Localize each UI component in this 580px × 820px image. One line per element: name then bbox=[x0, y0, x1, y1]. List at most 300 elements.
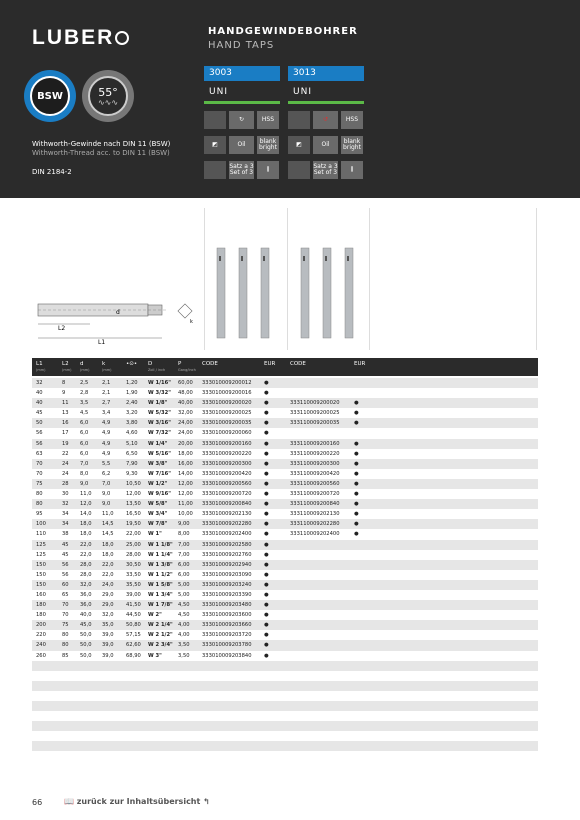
empty-table-row bbox=[32, 671, 538, 681]
table-cell: 1,90 bbox=[126, 390, 138, 397]
table-cell: ● bbox=[264, 521, 269, 528]
back-to-contents-link[interactable]: 📖 zurück zur Inhaltsübersicht ↰ bbox=[64, 797, 210, 806]
table-cell: 13 bbox=[62, 410, 69, 417]
table-cell: 62,60 bbox=[126, 642, 141, 649]
table-cell: 333010009200012 bbox=[202, 380, 252, 386]
table-cell: 4,9 bbox=[102, 430, 111, 437]
table-cell: ● bbox=[354, 531, 359, 538]
table-cell: W 7/32" bbox=[148, 430, 171, 437]
table-row bbox=[32, 529, 538, 539]
svg-text:d: d bbox=[116, 309, 120, 316]
table-cell: 40,0 bbox=[80, 612, 92, 619]
table-row bbox=[32, 439, 538, 449]
table-cell: 9,0 bbox=[80, 480, 89, 487]
table-cell: W 5/16" bbox=[148, 450, 171, 457]
table-cell: 22 bbox=[62, 450, 69, 457]
table-cell: 333110009200035 bbox=[290, 420, 340, 427]
table-cell: 22,00 bbox=[126, 531, 141, 538]
table-cell: ● bbox=[264, 480, 269, 487]
table-cell: 6,0 bbox=[80, 440, 89, 447]
table-cell: ● bbox=[264, 450, 269, 457]
column-header: EUR bbox=[264, 361, 276, 367]
table-cell: 333010009200020 bbox=[202, 400, 252, 407]
table-cell: W 1" bbox=[148, 531, 162, 538]
table-cell: 4,60 bbox=[126, 430, 138, 437]
table-cell: 333010009200300 bbox=[202, 460, 252, 467]
table-cell: 333110009202280 bbox=[290, 521, 340, 528]
coolant-label: Oil bbox=[313, 136, 338, 154]
table-cell: 333110009200025 bbox=[290, 410, 340, 417]
table-cell: 25,00 bbox=[126, 541, 141, 548]
table-cell: W 2 1/2" bbox=[148, 632, 173, 639]
table-cell: 7,0 bbox=[80, 460, 89, 467]
table-cell: 50,0 bbox=[80, 652, 92, 659]
table-cell: ● bbox=[264, 652, 269, 659]
table-body bbox=[32, 378, 538, 751]
table-cell: 39,0 bbox=[102, 632, 114, 639]
table-cell: ● bbox=[264, 400, 269, 407]
table-cell: 9,0 bbox=[102, 491, 111, 498]
empty-table-row bbox=[32, 691, 538, 701]
table-cell: 70 bbox=[36, 470, 43, 477]
table-cell: 60,00 bbox=[178, 380, 193, 386]
table-cell: 33,50 bbox=[126, 571, 141, 578]
table-cell: 36,0 bbox=[80, 602, 92, 609]
table-cell: ● bbox=[264, 410, 269, 417]
table-cell: 333010009202400 bbox=[202, 531, 252, 538]
table-cell: 95 bbox=[36, 511, 43, 518]
table-cell: 10,50 bbox=[126, 480, 141, 487]
table-cell: 333010009202580 bbox=[202, 541, 252, 548]
table-cell: 333010009200160 bbox=[202, 440, 252, 447]
table-cell: 4,00 bbox=[178, 622, 190, 629]
table-cell: 150 bbox=[36, 571, 46, 578]
table-cell: 80 bbox=[62, 642, 69, 649]
table-row bbox=[32, 418, 538, 428]
table-row bbox=[32, 640, 538, 650]
table-row bbox=[32, 590, 538, 600]
table-cell: ● bbox=[264, 571, 269, 578]
table-cell: W 3/8" bbox=[148, 460, 168, 467]
table-row bbox=[32, 469, 538, 479]
table-cell: 24,00 bbox=[178, 430, 193, 437]
table-cell: W 9/16" bbox=[148, 491, 171, 498]
table-cell: ● bbox=[264, 551, 269, 558]
table-cell: 16,50 bbox=[126, 511, 141, 518]
table-cell: 5,10 bbox=[126, 440, 138, 447]
table-cell: 200 bbox=[36, 622, 46, 629]
tap-icon bbox=[288, 111, 310, 129]
table-cell: ● bbox=[354, 521, 359, 528]
table-cell: 3,50 bbox=[178, 652, 190, 659]
table-row bbox=[32, 378, 538, 388]
table-cell: 333010009203390 bbox=[202, 591, 252, 598]
table-cell: 35,0 bbox=[102, 622, 114, 629]
table-cell: W 2" bbox=[148, 612, 162, 619]
table-cell: 333010009202760 bbox=[202, 551, 252, 558]
table-cell: 180 bbox=[36, 602, 46, 609]
thread-wave-icon: ∿∿∿ bbox=[97, 97, 119, 107]
table-cell: W 2 3/4" bbox=[148, 642, 173, 649]
table-cell: 24 bbox=[62, 470, 69, 477]
table-cell: 10,00 bbox=[178, 511, 193, 518]
table-cell: 38 bbox=[62, 531, 69, 538]
table-cell: 60 bbox=[62, 581, 69, 588]
table-cell: 56 bbox=[62, 571, 69, 578]
table-cell: 333010009200420 bbox=[202, 470, 252, 477]
table-cell: 333010009203780 bbox=[202, 642, 252, 649]
table-cell: 333110009202130 bbox=[290, 511, 340, 518]
table-row bbox=[32, 509, 538, 519]
table-cell: W 1 3/8" bbox=[148, 561, 173, 568]
table-cell: 2,40 bbox=[126, 400, 138, 407]
table-cell: 6,0 bbox=[80, 430, 89, 437]
table-row bbox=[32, 600, 538, 610]
table-cell: 11,00 bbox=[178, 501, 193, 508]
table-cell: W 1/8" bbox=[148, 400, 168, 407]
table-cell: ● bbox=[264, 491, 269, 498]
empty-table-row bbox=[32, 661, 538, 671]
table-cell: 333010009202940 bbox=[202, 561, 252, 568]
table-cell: 32 bbox=[36, 380, 43, 386]
table-cell: 5,5 bbox=[102, 460, 111, 467]
table-cell: 3,50 bbox=[178, 642, 190, 649]
table-cell: 13,50 bbox=[126, 501, 141, 508]
table-cell: 45 bbox=[62, 541, 69, 548]
table-cell: 240 bbox=[36, 642, 46, 649]
column-header: D Zoll / inch bbox=[148, 361, 166, 372]
table-cell: 40,00 bbox=[178, 400, 193, 407]
table-cell: 14,00 bbox=[178, 470, 193, 477]
table-cell: W 1 5/8" bbox=[148, 581, 173, 588]
table-cell: 28,00 bbox=[126, 551, 141, 558]
table-row bbox=[32, 620, 538, 630]
table-row bbox=[32, 519, 538, 529]
table-cell: ● bbox=[264, 581, 269, 588]
table-cell: 333110009200420 bbox=[290, 470, 340, 477]
table-cell: ● bbox=[264, 380, 269, 386]
table-cell: 2,5 bbox=[80, 380, 89, 386]
table-row bbox=[32, 408, 538, 418]
table-row bbox=[32, 651, 538, 661]
table-row bbox=[32, 580, 538, 590]
table-cell: 32,0 bbox=[80, 581, 92, 588]
table-cell: ● bbox=[264, 612, 269, 619]
page-subtitle: HAND TAPS bbox=[208, 40, 275, 51]
table-cell: 24,0 bbox=[102, 581, 114, 588]
coolant-label: Oil bbox=[229, 136, 254, 154]
table-row bbox=[32, 428, 538, 438]
table-cell: ● bbox=[264, 470, 269, 477]
table-header bbox=[32, 358, 538, 376]
table-cell: 110 bbox=[36, 531, 46, 538]
table-row bbox=[32, 499, 538, 509]
table-cell: 8,0 bbox=[80, 470, 89, 477]
table-cell: ● bbox=[354, 491, 359, 498]
table-cell: 16 bbox=[62, 420, 69, 427]
table-cell: 28,0 bbox=[80, 561, 92, 568]
thread-badge: BSW bbox=[24, 70, 76, 122]
table-cell: 333010009203600 bbox=[202, 612, 252, 619]
table-cell: 50 bbox=[36, 420, 43, 427]
table-cell: 18,0 bbox=[102, 551, 114, 558]
table-cell: ● bbox=[354, 410, 359, 417]
logo-ring-icon bbox=[115, 31, 129, 45]
table-cell: ● bbox=[354, 400, 359, 407]
table-cell: 12,00 bbox=[178, 491, 193, 498]
product-code: 3003 bbox=[204, 66, 280, 81]
table-cell: 14,5 bbox=[102, 531, 114, 538]
table-row bbox=[32, 398, 538, 408]
tap-drawing bbox=[30, 290, 200, 350]
table-cell: W 7/16" bbox=[148, 470, 171, 477]
table-cell: 39,0 bbox=[102, 652, 114, 659]
table-cell: 65 bbox=[62, 591, 69, 598]
table-cell: ● bbox=[264, 440, 269, 447]
column-header: k (mm) bbox=[102, 361, 112, 372]
table-cell: W 1/2" bbox=[148, 480, 168, 487]
table-row bbox=[32, 388, 538, 398]
table-cell: 24,00 bbox=[178, 420, 193, 427]
table-cell: 333110009200220 bbox=[290, 450, 340, 457]
table-cell: 22,0 bbox=[102, 561, 114, 568]
product-column-3003 bbox=[204, 66, 280, 186]
table-cell: 7,00 bbox=[178, 551, 190, 558]
table-cell: 12,00 bbox=[126, 491, 141, 498]
table-cell: 5,00 bbox=[178, 591, 190, 598]
table-cell: 4,9 bbox=[102, 440, 111, 447]
table-cell: 333110009200720 bbox=[290, 491, 340, 498]
column-header: •⊙• bbox=[126, 361, 138, 367]
table-cell: 45 bbox=[62, 551, 69, 558]
table-cell: 35,50 bbox=[126, 581, 141, 588]
table-cell: 22,0 bbox=[80, 551, 92, 558]
table-cell: 333010009200560 bbox=[202, 480, 252, 487]
table-row bbox=[32, 610, 538, 620]
table-cell: 4,50 bbox=[178, 602, 190, 609]
table-cell: 3,4 bbox=[102, 410, 111, 417]
logo: LUBER bbox=[32, 26, 129, 50]
table-cell: 22,0 bbox=[80, 541, 92, 548]
table-cell: W 3/16" bbox=[148, 420, 171, 427]
table-cell: 333010009200720 bbox=[202, 491, 252, 498]
empty-table-row bbox=[32, 711, 538, 721]
table-cell: 63 bbox=[36, 450, 43, 457]
table-cell: 333010009200025 bbox=[202, 410, 252, 417]
table-cell: 70 bbox=[62, 612, 69, 619]
table-cell: ● bbox=[354, 450, 359, 457]
table-cell: 17 bbox=[62, 430, 69, 437]
table-cell: 160 bbox=[36, 591, 46, 598]
table-cell: ● bbox=[264, 632, 269, 639]
table-cell: 34 bbox=[62, 511, 69, 518]
table-cell: 220 bbox=[36, 632, 46, 639]
table-cell: 45,0 bbox=[80, 622, 92, 629]
table-row bbox=[32, 540, 538, 550]
table-cell: 56 bbox=[36, 430, 43, 437]
table-cell: 8 bbox=[62, 380, 66, 386]
table-row bbox=[32, 630, 538, 640]
table-cell: 19,50 bbox=[126, 521, 141, 528]
table-cell: 3,5 bbox=[80, 400, 89, 407]
table-cell: 333010009200840 bbox=[202, 501, 252, 508]
table-cell: 85 bbox=[62, 652, 69, 659]
table-row bbox=[32, 570, 538, 580]
table-cell: ● bbox=[354, 460, 359, 467]
table-cell: 7,90 bbox=[126, 460, 138, 467]
table-cell: 260 bbox=[36, 652, 46, 659]
table-cell: 333010009202280 bbox=[202, 521, 252, 528]
empty-table-row bbox=[32, 681, 538, 691]
table-cell: 16,00 bbox=[178, 460, 193, 467]
table-row bbox=[32, 550, 538, 560]
table-cell: 333010009203840 bbox=[202, 652, 252, 659]
product-code: 3013 bbox=[288, 66, 364, 81]
column-header: CODE bbox=[202, 361, 218, 367]
table-cell: 18,0 bbox=[80, 521, 92, 528]
empty-table-row bbox=[32, 701, 538, 711]
table-cell: ● bbox=[264, 501, 269, 508]
table-cell: 50,0 bbox=[80, 632, 92, 639]
material-label: HSS bbox=[341, 111, 363, 129]
table-cell: ● bbox=[264, 511, 269, 518]
tap-icon bbox=[204, 111, 226, 129]
table-cell: 333010009203240 bbox=[202, 581, 252, 588]
table-cell: 29,0 bbox=[102, 602, 114, 609]
table-cell: 28 bbox=[62, 480, 69, 487]
din-standard: DIN 2184-2 bbox=[32, 168, 72, 176]
table-cell: 6,50 bbox=[126, 450, 138, 457]
table-cell: 20,00 bbox=[178, 440, 193, 447]
page-title: HANDGEWINDEBOHRER bbox=[208, 26, 358, 37]
table-cell: 6,2 bbox=[102, 470, 111, 477]
set-blank-icon bbox=[204, 161, 226, 179]
table-cell: 100 bbox=[36, 521, 46, 528]
table-cell: 5,00 bbox=[178, 581, 190, 588]
table-cell: 333010009203660 bbox=[202, 622, 252, 629]
table-cell: ● bbox=[264, 420, 269, 427]
table-cell: 333110009200300 bbox=[290, 460, 340, 467]
table-cell: 6,00 bbox=[178, 571, 190, 578]
table-cell: 2,1 bbox=[102, 390, 111, 397]
table-cell: 32,0 bbox=[102, 612, 114, 619]
table-cell: 56 bbox=[36, 440, 43, 447]
table-cell: 40 bbox=[36, 390, 43, 397]
table-cell: 4,50 bbox=[178, 612, 190, 619]
table-cell: 22,0 bbox=[102, 571, 114, 578]
column-header: CODE bbox=[290, 361, 306, 367]
table-cell: 50,80 bbox=[126, 622, 141, 629]
table-cell: 80 bbox=[36, 501, 43, 508]
table-cell: 40 bbox=[36, 400, 43, 407]
table-cell: ● bbox=[354, 470, 359, 477]
page-number: 66 bbox=[32, 798, 43, 807]
table-cell: 12,00 bbox=[178, 480, 193, 487]
taps-set-icon: ⫼ bbox=[257, 161, 279, 179]
rotation-left-icon: ↺ bbox=[313, 111, 338, 129]
table-cell: 9,00 bbox=[178, 521, 190, 528]
table-cell: 32 bbox=[62, 501, 69, 508]
table-cell: 14,0 bbox=[80, 511, 92, 518]
table-cell: 18,00 bbox=[178, 450, 193, 457]
table-cell: ● bbox=[264, 541, 269, 548]
table-row bbox=[32, 560, 538, 570]
table-cell: ● bbox=[354, 420, 359, 427]
table-cell: 18,0 bbox=[102, 541, 114, 548]
finish-label: blank bright bbox=[341, 136, 363, 154]
table-cell: 39,00 bbox=[126, 591, 141, 598]
chamfer-icon: ◩ bbox=[288, 136, 310, 154]
table-cell: 333010009200060 bbox=[202, 430, 252, 437]
table-cell: 7,0 bbox=[102, 480, 111, 487]
column-header: d (mm) bbox=[80, 361, 90, 372]
table-cell: 70 bbox=[62, 602, 69, 609]
table-cell: W 5/32" bbox=[148, 410, 171, 417]
table-cell: 333010009200016 bbox=[202, 390, 252, 397]
table-cell: 34 bbox=[62, 521, 69, 528]
table-cell: W 1 1/8" bbox=[148, 541, 173, 548]
product-type: UNI bbox=[293, 87, 312, 97]
table-cell: 48,00 bbox=[178, 390, 193, 397]
table-cell: 333010009200220 bbox=[202, 450, 252, 457]
table-cell: 75 bbox=[62, 622, 69, 629]
table-cell: 19 bbox=[62, 440, 69, 447]
table-cell: 57,15 bbox=[126, 632, 141, 639]
table-cell: 333110009200840 bbox=[290, 501, 340, 508]
table-cell: 41,50 bbox=[126, 602, 141, 609]
table-cell: ● bbox=[354, 440, 359, 447]
table-cell: 3,80 bbox=[126, 420, 138, 427]
table-cell: 7,00 bbox=[178, 541, 190, 548]
table-cell: 333010009203720 bbox=[202, 632, 252, 639]
svg-text:L1: L1 bbox=[98, 339, 106, 346]
header bbox=[0, 0, 580, 198]
empty-table-row bbox=[32, 741, 538, 751]
table-cell: 4,9 bbox=[102, 420, 111, 427]
table-cell: 4,9 bbox=[102, 450, 111, 457]
table-cell: ● bbox=[264, 591, 269, 598]
table-cell: 80 bbox=[62, 632, 69, 639]
table-cell: 14,5 bbox=[102, 521, 114, 528]
table-cell: 9 bbox=[62, 390, 66, 397]
column-header: L1 (mm) bbox=[36, 361, 46, 372]
svg-text:L2: L2 bbox=[58, 325, 66, 332]
table-cell: ● bbox=[264, 531, 269, 538]
table-cell: W 1/16" bbox=[148, 380, 171, 386]
table-cell: 333010009203480 bbox=[202, 602, 252, 609]
finish-label: blank bright bbox=[257, 136, 279, 154]
set-label: Satz a 3 Set of 3 bbox=[229, 161, 254, 179]
table-cell: ● bbox=[264, 460, 269, 467]
table-cell: 125 bbox=[36, 551, 46, 558]
table-cell: 2,7 bbox=[102, 400, 111, 407]
table-cell: 32,00 bbox=[178, 410, 193, 417]
table-cell: W 3" bbox=[148, 652, 162, 659]
table-cell: 30,50 bbox=[126, 561, 141, 568]
table-cell: ● bbox=[354, 480, 359, 487]
table-cell: 50,0 bbox=[80, 642, 92, 649]
table-cell: 44,50 bbox=[126, 612, 141, 619]
table-cell: W 3/4" bbox=[148, 511, 168, 518]
table-cell: ● bbox=[264, 390, 269, 397]
table-cell: W 1 3/4" bbox=[148, 591, 173, 598]
table-cell: ● bbox=[264, 642, 269, 649]
product-column-3013 bbox=[288, 66, 364, 186]
table-cell: 12,0 bbox=[80, 501, 92, 508]
empty-table-row bbox=[32, 721, 538, 731]
table-cell: 9,30 bbox=[126, 470, 138, 477]
table-cell: 4,00 bbox=[178, 632, 190, 639]
